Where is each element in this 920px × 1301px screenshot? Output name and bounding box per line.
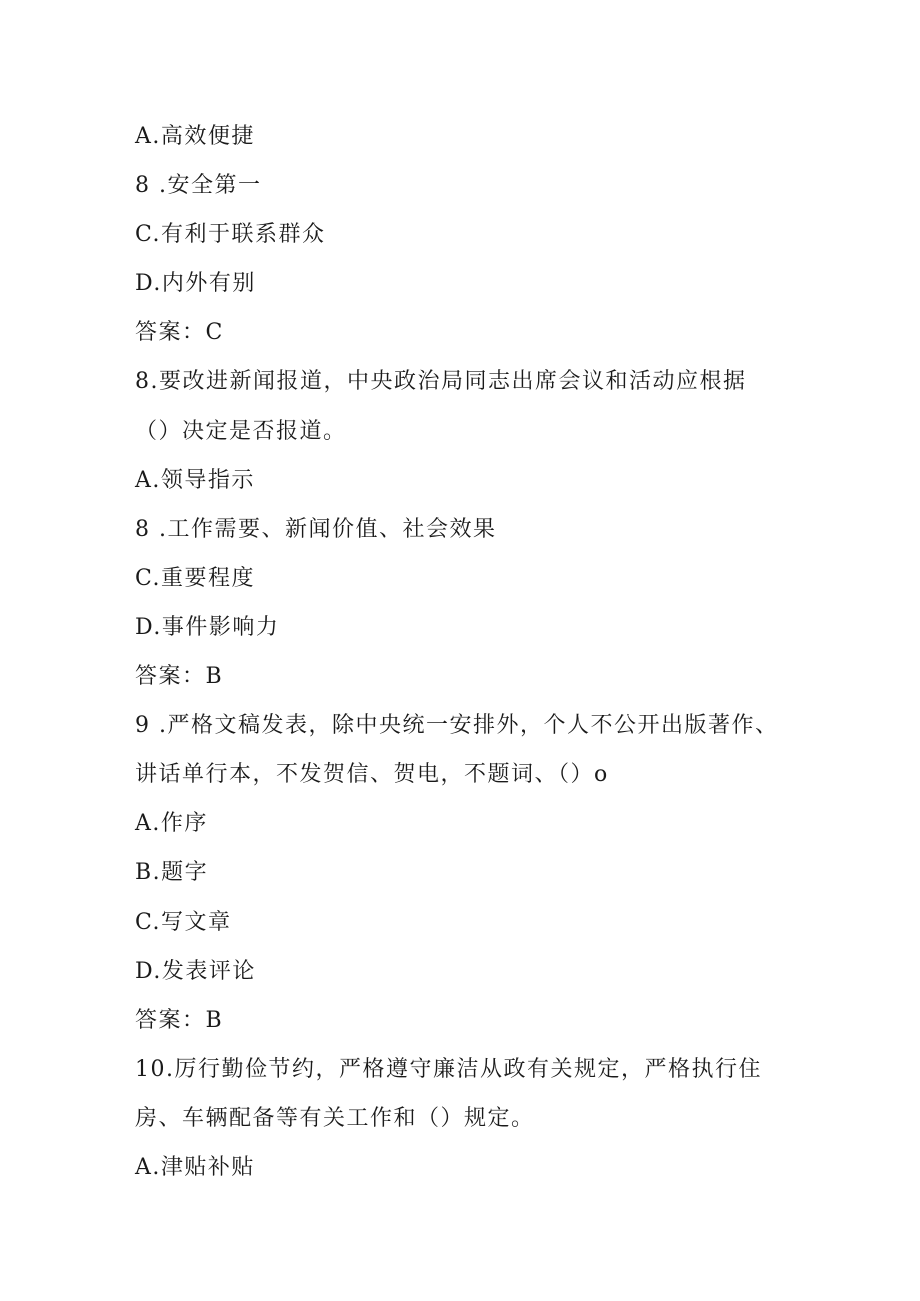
option-line: A.领导指示	[135, 467, 255, 493]
option-line: C.重要程度	[135, 565, 256, 591]
answer-line: 答案：C	[135, 320, 224, 346]
option-line: A.作序	[135, 811, 208, 837]
question-line: （）决定是否报道。	[135, 418, 347, 444]
question-line: 9 .严格文稿发表，除中央统一安排外，个人不公开出版著作、	[135, 713, 779, 739]
option-line: D.事件影响力	[135, 614, 280, 640]
option-line: D.内外有别	[135, 271, 256, 297]
question-line: 8.要改进新闻报道，中央政治局同志出席会议和活动应根据	[135, 369, 747, 395]
option-line: C.写文章	[135, 909, 232, 935]
option-line: D.发表评论	[135, 958, 256, 984]
option-line: A.高效便捷	[135, 124, 255, 149]
document-body	[135, 112, 815, 1192]
option-line: 8 .工作需要、新闻价值、社会效果	[135, 516, 497, 542]
option-line: B.题字	[135, 860, 209, 886]
option-line: A.津贴补贴	[135, 1154, 255, 1180]
option-line: 8 .安全第一	[135, 173, 262, 199]
question-line: 讲话单行本，不发贺信、贺电，不题词、（）o	[135, 762, 609, 788]
question-line: 10.厉行勤俭节约，严格遵守廉洁从政有关规定，严格执行住	[135, 1056, 762, 1082]
question-line: 房、车辆配备等有关工作和（）规定。	[135, 1105, 535, 1131]
option-line: C.有利于联系群众	[135, 222, 326, 248]
answer-line: 答案：B	[135, 664, 224, 690]
answer-line: 答案：B	[135, 1007, 224, 1033]
